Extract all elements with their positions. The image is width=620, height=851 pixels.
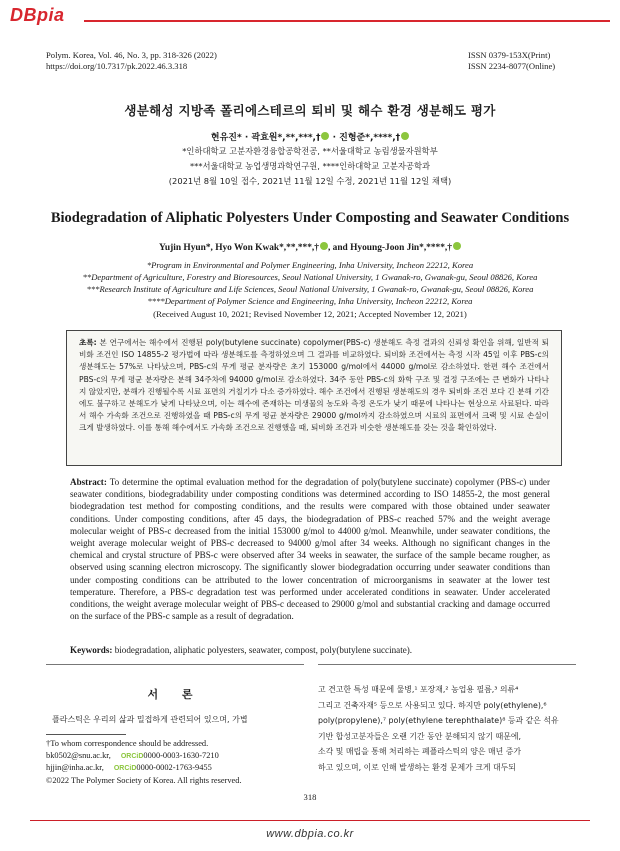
footer-url[interactable]: www.dbpia.co.kr [266, 828, 354, 840]
contact-line-2 [46, 762, 306, 775]
author-3: 진형준*,****,† [339, 133, 401, 143]
intro-heading: 서 론 [147, 688, 203, 701]
english-abstract-text: To determine the optimal evaluation method for the degradation of poly(butylene succinate) copolymer (PBS-c) under seawater conditions, biodegradability under composting conditions was determined according to ISO 14855-2, the most general biodegradation test method for composting conditions, and the results were compared with those obtained under seawater conditions. Under composting conditions, after 45 days, the biodegradation of PBS-c reached 57% and the weight average molecular weight of PBS-c decreased from the initial 153000 g/mol to 44000 g/mol. Meanwhile, under seawater conditions, the weight average molecular weight of PBS-c decreased to 94000 g/mol after 34 weeks. Although no significant changes in the chemical and crystal structure of PBS-c were observed after 34 weeks in seawater, the surface of the sample became rougher, as observed using scanning electron microscopy. The significantly slower biodegradation occurring under seawater conditions than under composting conditions can be attributed to the lower concentration of microorganisms in seawater at the lower test temperature. Therefore, a PBS-c degradation test was performed under accelerated conditions in seawater. Under accelerated conditions, the weight average molecular weight of PBS-c deceased to 29000 g/mol and substantial cracking and damage occurred on the surface of the PBS-c sample as a result of degradation. [70, 477, 550, 622]
keywords-label: Keywords: [70, 645, 113, 655]
english-authors [0, 242, 620, 253]
email-1[interactable]: bk0502@snu.ac.kr, [46, 750, 111, 760]
english-affiliation: *Program in Environmental and Polymer Engineering, Inha University, Incheon 22212, Korea [146, 260, 474, 270]
orcid-icon[interactable] [453, 242, 461, 250]
author-2: 곽효원*,**,***,† [251, 133, 321, 143]
doi-link[interactable]: https://doi.org/10.7317/pk.2022.46.3.318 [46, 61, 188, 71]
intro-right-column [318, 682, 576, 776]
footnote [46, 738, 306, 786]
orcid-badge: ORCiD [120, 752, 144, 760]
intro-line: 소각 및 매립을 통해 처리하는 폐플라스틱의 양은 매년 증가 [318, 747, 522, 757]
correspondence-note: †To whom correspondence should be addressed. [46, 739, 209, 748]
author-separator: · [241, 133, 252, 143]
issn-block [468, 50, 555, 72]
footnote-rule [46, 734, 126, 735]
intro-line: 하고 있으며, 이로 인해 발생하는 환경 문제가 크게 대두되 [318, 762, 516, 772]
english-authors-suffix: , and Hyoung-Joon Jin*,****,† [327, 243, 452, 253]
orcid-badge: ORCiD [113, 765, 137, 772]
english-abstract [70, 476, 550, 622]
journal-meta [46, 50, 217, 72]
section-divider [318, 664, 576, 665]
author-1: 현유진* [210, 133, 242, 143]
orcid-id-1[interactable]: 0000-0003-1630-7210 [143, 750, 219, 760]
english-authors-prefix: Yujin Hyun*, Hyo Won Kwak*,**,***,† [159, 243, 319, 253]
brand-rule [84, 20, 610, 22]
english-affiliation: **Department of Agriculture, Forestry and Bioresources, Seoul National University, 1 Gwanak-ro, Gwanak-gu, Seoul 08826, Korea [82, 272, 538, 282]
korean-abstract-text: 본 연구에서는 해수에서 진행된 poly(butylene succinate) copolymer(PBS-c) 생분해도 측정 결과의 신뢰성 확인을 위해, 일반적 퇴비화 조건인 ISO 14855-2 평가법에 따라 생분해도를 측정하였으며 그 결과를 비교하였다. 퇴비화 조건에서는 측정 시작 45일 이후 PBS-c의 생분해도는 57%로 나타났으며, PBS-c의 무게 평균 분자량은 초기 153000 g/mol에서 44000 g/mol로 감소하였다. 한편 해수 조건에서 PBS-c의 무게 평균 분자량은 분해 34주차에 94000 g/mol로 감소하였다. 34주 동안 PBS-c의 화학 구조 및 결정 구조에는 큰 변화가 나타나지 않았지만, 분해가 진행될수록 시료 표면의 거칠기가 다소 증가하였다. 해수 조건에서 진행된 생분해도의 경우 퇴비화 조건 보다 긴 분해 기간에도 불구하고 분해도가 낮게 나타났으며, 이는 해수에 존재하는 미생물의 농도와 측정 온도가 낮기 때문에 나타나는 현상으로 사료된다. 따라서 해수 가속화 조건으로 진행하였을 때 PBS-c의 무게 평균 분자량은 29000 g/mol까지 감소하였으며 시료의 표면에서 크랙 및 시료 손실이 크게 발생하였다. 이를 통해 해수에서도 가속화 조건으로 진행했을 때, 퇴비화 조건과 비슷한 생분해도를 갖는 것을 확인하였다. [79, 338, 549, 433]
korean-affiliation: *인하대학교 고분자환경융합공학전공, **서울대학교 농림생물자원학부 [182, 146, 438, 156]
intro-line: poly(propylene),⁷ poly(ethylene terephthalate)⁸ 등과 같은 석유 [318, 716, 559, 726]
issn-online: ISSN 2234-8077(Online) [468, 61, 556, 71]
page-number: 318 [303, 792, 317, 802]
korean-affiliation: ***서울대학교 농업생명과학연구원, ****인하대학교 고분자공학과 [190, 161, 430, 171]
orcid-icon[interactable] [320, 242, 328, 250]
orcid-id-2[interactable]: 0000-0002-1763-9455 [136, 763, 212, 772]
korean-title: 생분해성 지방족 폴리에스테르의 퇴비 및 해수 환경 생분해도 평가 [124, 103, 496, 118]
author-separator: · [329, 133, 340, 143]
brand-header [0, 0, 620, 30]
intro-line: 고 견고한 특성 때문에 물병,¹ 포장재,² 농업용 필름,³ 의류⁴ [318, 685, 519, 694]
english-affiliation: ****Department of Polymer Science and Engineering, Inha University, Incheon 22212, Korea [147, 296, 473, 306]
english-title: Biodegradation of Aliphatic Polyesters Under Composting and Seawater Conditions [50, 210, 570, 226]
issn-print: ISSN 0379-153X(Print) [468, 50, 551, 60]
contact-line-1 [46, 750, 306, 763]
intro-line: 기반 합성고분자들은 오랜 기간 동안 분해되지 않기 때문에, [318, 731, 522, 741]
dbpia-logo[interactable]: DBpia [10, 5, 65, 25]
korean-abstract [66, 330, 562, 466]
keywords [70, 645, 550, 655]
intro-left-text: 플라스틱은 우리의 삶과 밀접하게 관련되어 있으며, 가볍 [52, 715, 248, 724]
intro-line: 그리고 건축자재⁵ 등으로 사용되고 있다. 하지만 poly(ethylene),⁶ [318, 700, 547, 710]
email-2[interactable]: hjjin@inha.ac.kr, [46, 763, 104, 772]
citation: Polym. Korea, Vol. 46, No. 3, pp. 318-326 (2022) [46, 50, 217, 60]
english-abstract-label: Abstract: [70, 477, 107, 487]
copyright: ©2022 The Polymer Society of Korea. All rights reserved. [46, 775, 242, 785]
korean-abstract-label: 초록: [79, 338, 97, 347]
english-dates: (Received August 10, 2021; Revised November 12, 2021; Accepted November 12, 2021) [153, 309, 467, 319]
orcid-icon[interactable] [401, 132, 409, 140]
section-divider [46, 664, 304, 665]
korean-dates: (2021년 8월 10일 접수, 2021년 11월 12일 수정, 2021년 11월 12일 채택) [168, 176, 452, 186]
keywords-text: biodegradation, aliphatic polyesters, seawater, compost, poly(butylene succinate). [112, 645, 413, 655]
english-affiliation: ***Research Institute of Agriculture and Life Sciences, Seoul National University, 1 Gwanak-ro, Gwanak-gu, Seoul 08826, Korea [86, 284, 534, 294]
korean-authors [0, 130, 620, 143]
footer-rule [30, 820, 590, 821]
